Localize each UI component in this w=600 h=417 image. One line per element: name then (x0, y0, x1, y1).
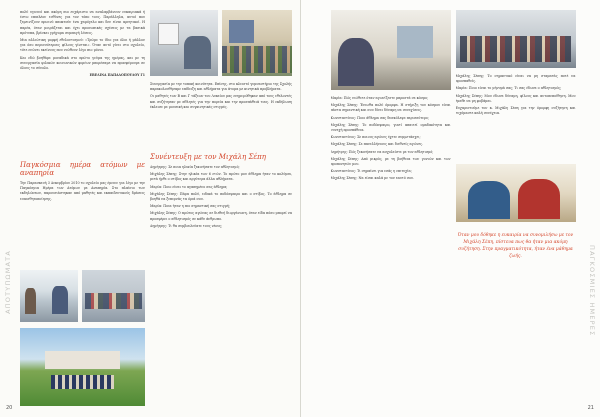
interview-line: Μιχάλης Σέπης: Το σημαντικό είναι να μη σταματάς ποτέ να προσπαθείς. (455, 74, 576, 84)
right-side-label: ΠΑΓΚΟΣΜΙΕΣ ΗΜΕΡΕΣ (588, 245, 596, 337)
right-page (300, 0, 600, 417)
classroom-photo (20, 270, 78, 322)
interview-line: Μιχάλης Σέπης: Μου έδωσε δύναμη, φίλους και αυτοπεποίθηση. Μου έμαθε να μη φοβάμαι. (455, 93, 576, 103)
signature: ΕΒΕΛΙΝΑ ΠΑΠΑΔΟΠΟΥΛΟΥ Γ1 (89, 73, 145, 78)
left-col2-text (150, 82, 292, 152)
interview-line: Δημήτρης: Πώς ξεκινήσατε να ασχολείστε με τον αθλητισμό; (330, 149, 434, 154)
interview-line: Κωνσταντίνος: Σε ποιους αγώνες έχετε συμμετάσχει; (330, 135, 421, 140)
section-heading: Παγκόσμια ημέρα ατόμων με αναπηρία (20, 161, 145, 177)
left-col1-section (20, 158, 145, 248)
interview-line: Δημήτρης: Τι θα συμβουλεύατε τους νέους; (150, 223, 223, 228)
paragraph: Συνεργασία με την τοπική κοινότητα. Επίσης, στο κλειστό γυμναστήριο της Σχολής παρακολουθήσαμε επίδειξη και αθλήματα για άτομα με κινητικά προβλήματα. (150, 82, 292, 92)
students-photo (456, 10, 576, 68)
interview-line: Ευχαριστούμε τον κ. Μιχάλη Σέπη για την όμορφη συζήτηση και ευχόμαστε καλή συνέχεια. (455, 106, 576, 116)
interview-line: Μιχάλης Σέπης: Το ποδόσφαιρο, γιατί απαιτεί ομαδικότητα και συνεχή προσπάθεια. (330, 122, 451, 133)
interview-heading: Συνέντευξη με τον Μιχάλη Σέπη (150, 153, 266, 161)
left-side-label: ΑΠΟΤΥΠΩΜΑΤΑ (4, 250, 12, 314)
right-col2-text (456, 74, 576, 160)
interview-line: Μιχάλης Σέπης: Σε πανελλήνιους και διεθνείς αγώνες. (330, 142, 424, 147)
kids-photo (456, 164, 576, 222)
interview-line: Μιχάλης Σέπης: Ο πρώτος αγώνας σε διεθνή διοργάνωση, όταν είδα πόσο μπορεί να προσφέρει ο αθλητισμός σε κάθε άνθρωπο. (150, 211, 292, 221)
interview-line: Κωνσταντίνος: Ποιο άθλημα σας δυσκόλεψε περισσότερο; (330, 115, 429, 120)
paragraph: Οι μαθητές των Β και Γ τάξεων του Λυκείου μας ενημερώθηκαν από τους εθελοντές και συζήτησαν με αθλητές για την πορεία και την προσπάθειά τους. Η εκδήλωση έκλεισε με μουσική και συγκινητικές στιγμές. (150, 94, 292, 109)
interview-line: Μιχάλης Σέπης: Ένιωθα πολύ όμορφα. Η στήριξη του κόσμου είναι πάντα σημαντική και σου δίνει δύναμη να συνεχίσεις. (330, 103, 451, 113)
interview-line: Μιχάλης Σέπης: Στην ηλικία των 6 ετών. Το πρώτο μου άθλημα ήταν το κολύμπι, μετά ήρθε ο στίβος και αργότερα άλλα αθλήματα. (150, 172, 292, 182)
left-col2-interview (150, 150, 292, 408)
interview-line: Μαρία: Ποιο είναι το αγαπημένο σας άθλημα; (150, 184, 228, 189)
hall-photo (222, 10, 292, 76)
interview-line: Μιχάλης Σέπης: Να είσαι καλά με τον εαυτό σου. (330, 176, 415, 181)
interview-line: Μαρία: Πώς νιώθετε όταν αγωνίζεστε μπροστά σε κόσμο; (330, 96, 429, 100)
left-page-number: 20 (6, 405, 13, 411)
room-photo (331, 10, 451, 90)
interview-line: Μιχάλης Σέπης: Από μικρός, με τη βοήθεια των γονιών και των προπονητών μου. (330, 156, 451, 167)
interview-line: Δημήτρης: Σε ποια ηλικία ξεκινήσατε τον αθλητισμό; (150, 165, 240, 169)
right-col1-text (331, 96, 451, 406)
pull-quote: Όταν μου δόθηκε η ευκαιρία να συνομιλήσω με τον Μιχάλη Σέπη, πίστευα πως θα ήταν μια ακόμη συζήτηση. Στην πραγματικότητα, ήταν ένα μάθημα ζωής. (457, 233, 574, 259)
paragraph: Μια αλλιώτικη μορφή εθελοντισμού: «Τρώμε το ίδιο για όλοι ή μάλλον για όσο περισσότερους φίλους γίνεται». Όταν αυτό γίνει στο σχολείο, τότε ενώνει εκείνους που νιώθουν λίγο πιο μόνοι. (20, 38, 145, 53)
interview-line: Μαρία: Ποιο είναι το μήνυμά σας; Τι σας έδωσε ο αθλητισμός; (455, 86, 562, 91)
interview-line: Μιχάλης Σέπης: Πάρα πολύ, ειδικά το ποδόσφαιρο και ο στίβος. Το άθλημα σε βοηθά να ξεπερνάς τα όριά σου. (150, 191, 292, 202)
paragraph: Και εδώ βοηθάμε μοναδικά στο πρώτο γεύμα της ημέρας, και με τη συνεργασία φιλικών κοινωνικών φορέων μπορέσαμε να προσφέρουμε σε όλους το σύνολο. (20, 55, 145, 71)
interview-line: Μαρία: Ποια ήταν η πιο σημαντική σας στιγμή; (150, 204, 230, 209)
left-col1-text (20, 10, 145, 158)
sports-field-photo (20, 328, 145, 406)
interview-line: Κωνσταντίνος: Τι σημαίνει για εσάς η επιτυχία; (330, 169, 412, 174)
lecture-photo (150, 10, 218, 76)
right-page-number: 21 (587, 405, 594, 411)
group-photo (82, 270, 145, 322)
paragraph: Την Παρασκευή 3 Δεκεμβρίου 2010 το σχολείο μας έμεινε για λίγο με την Παγκόσμια Ημέρα των Ατόμων με Αναπηρία. Στο πλαίσιο των εκδηλώσεων, παρουσιάστηκαν από μαθητές και εκπαιδευτικούς δράσεις ευαισθητοποίησης. (20, 181, 145, 201)
paragraph: πολύ υγιεινό και ακόμη πιο ευχάριστο να αναλαμβάνουν ευκαιριακά ή έστω επιπλέον ευθύνες για τον τόπο τους. Παράλληλα, αυτοί που ξεμεινίζουν πρωινό αποκτούν ένα χαμόγελο και δεν είναι αρνητικοί. Η παρέα, όταν μοιράζεται και έχει προσωπικές σχέσεις με τα βασικά πρότυπα, βρίσκει γρήγορα συμπαγή λύσεις. (20, 10, 145, 35)
